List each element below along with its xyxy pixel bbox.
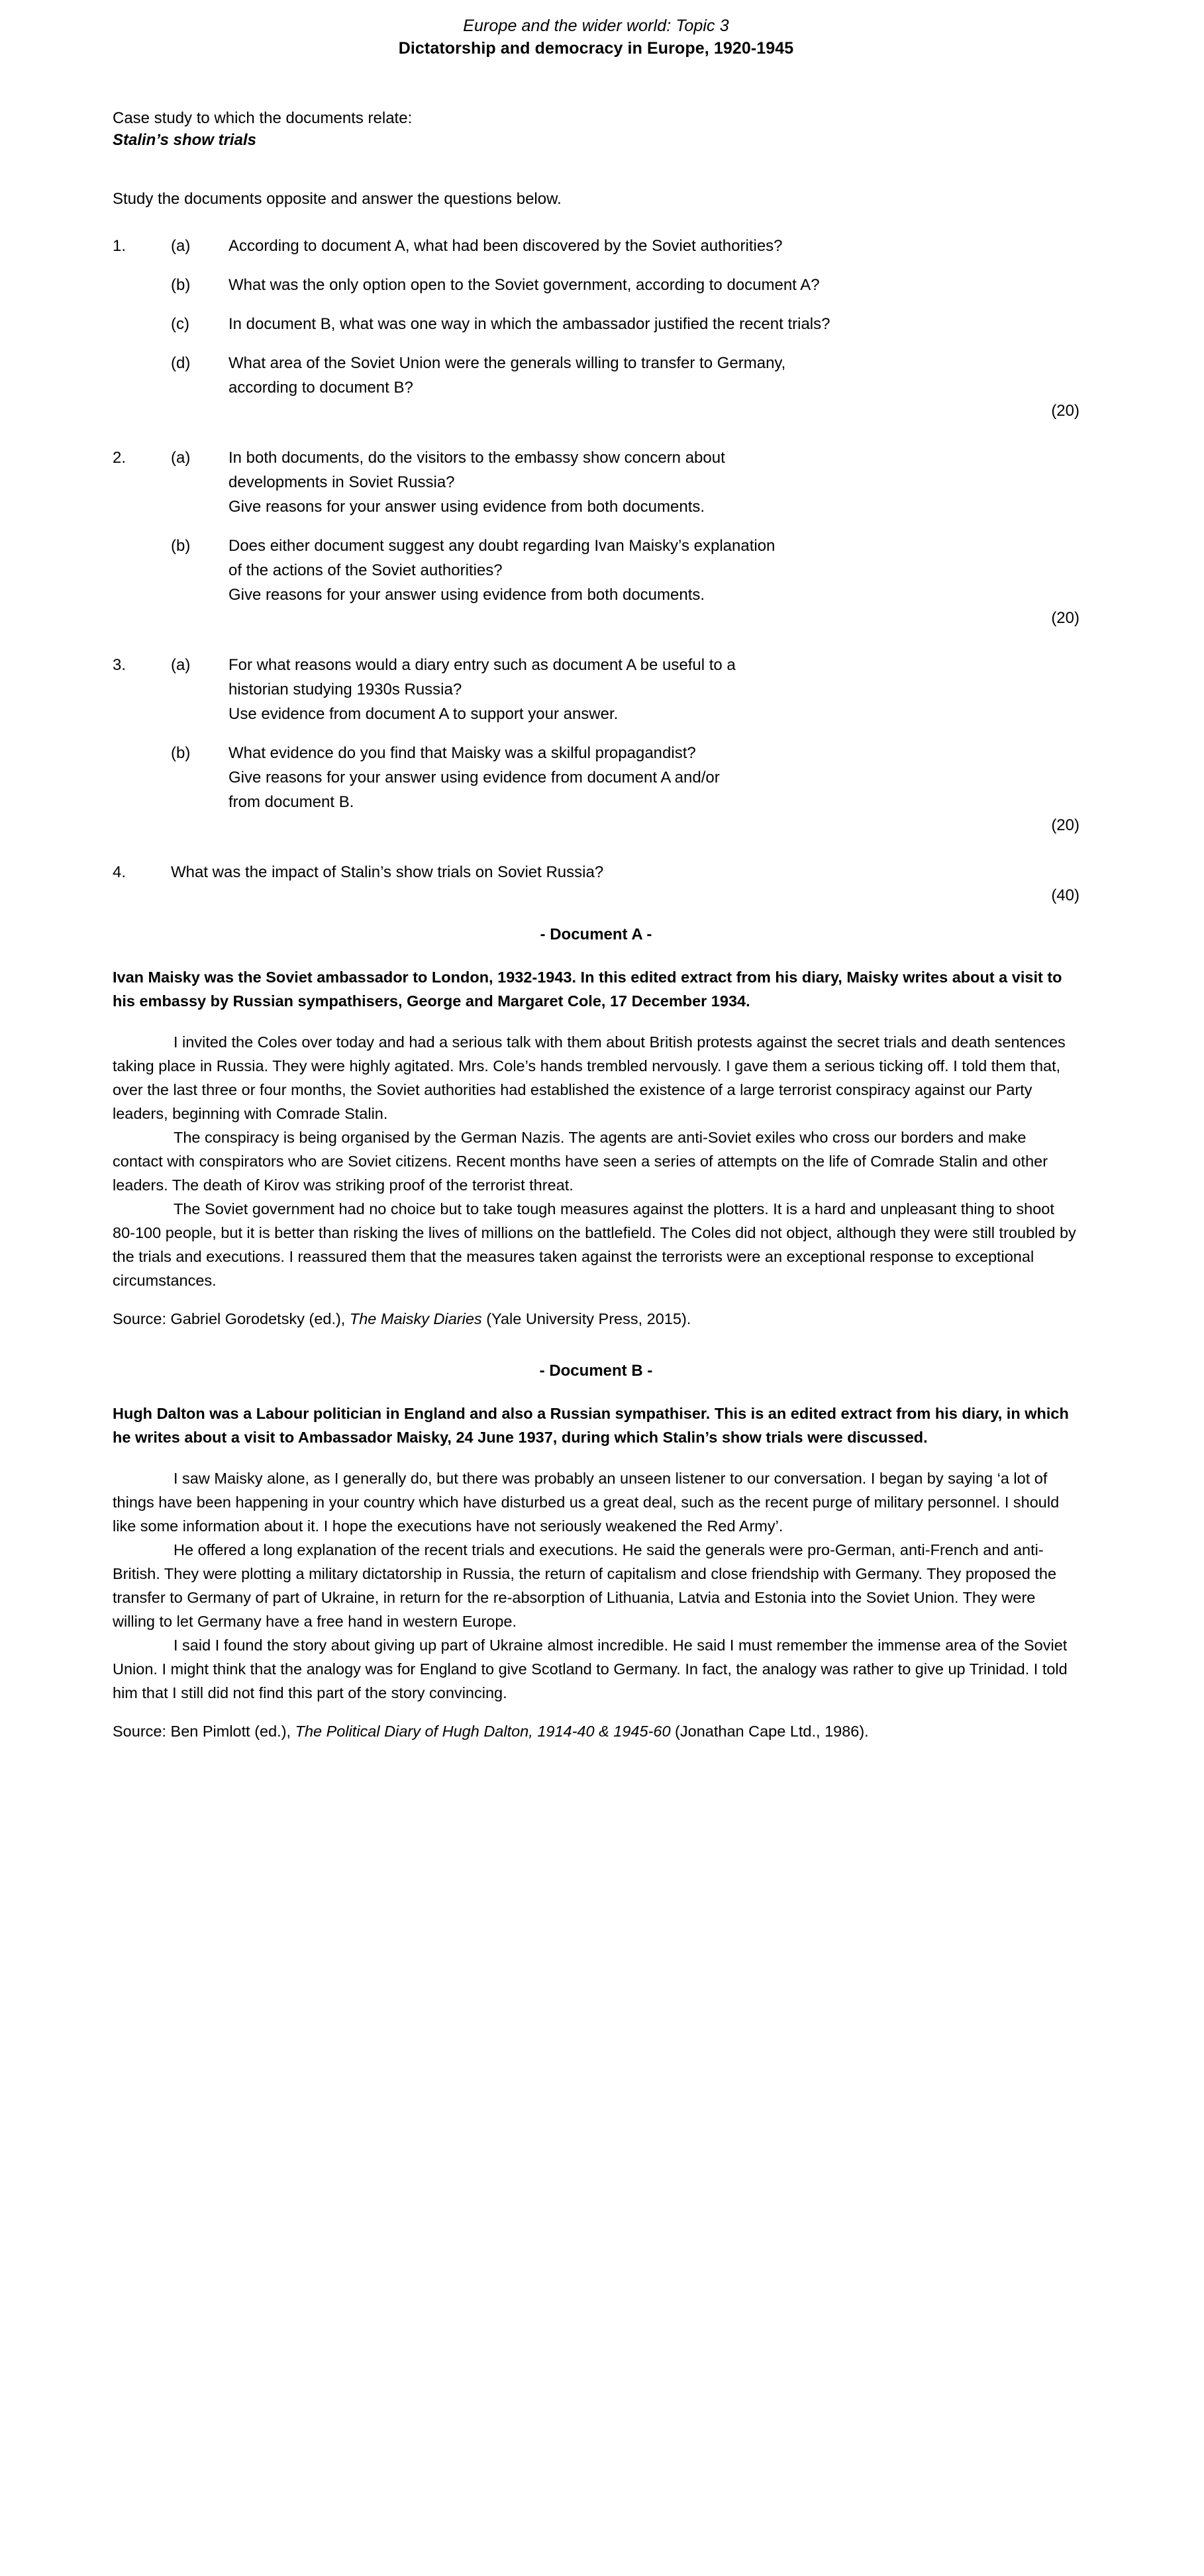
question-text-line: from document B.: [228, 793, 354, 811]
question-marks: (20): [1051, 609, 1079, 627]
question-part-letter: (b): [171, 744, 191, 762]
question-text: [228, 653, 970, 726]
spacer: [113, 297, 1079, 312]
case-study-value: Stalin’s show trials: [113, 131, 256, 149]
question-text-line: of the actions of the Soviet authorities?: [228, 561, 503, 579]
spacer: [113, 422, 1079, 446]
question-text-line: For what reasons would a diary entry such as document A be useful to a: [228, 656, 736, 674]
question-text-line: historian studying 1930s Russia?: [228, 681, 462, 698]
question-text-line: What was the only option open to the Soviet government, according to document A?: [228, 276, 820, 294]
document-b-intro: Hugh Dalton was a Labour politician in England and also a Russian sympathiser. This is an edited extract from his diary, in which he writes about a visit to Ambassador Maisky, 24 June 1937, during which Stalin’s show trials were discussed.: [113, 1405, 1069, 1446]
case-study-label: Case study to which the documents relate:: [113, 109, 413, 127]
question-number: 1.: [113, 237, 126, 255]
question-marks: (20): [1051, 816, 1079, 834]
spacer: [113, 726, 1079, 741]
document-paragraph: I invited the Coles over today and had a serious talk with them about British protests against the secret trials and death sentences taking place in Russia. They were highly agitated. Mrs. Cole’s hands trembled nervously. I gave them a serious ticking off. I told them that, over the last three or four months, the Soviet authorities had established the existence of a large terrorist conspiracy against our Party leaders, beginning with Comrade Stalin.: [113, 1033, 1066, 1122]
document-a-body: [113, 1030, 1079, 1292]
question-part-letter: (b): [171, 276, 191, 294]
page-title: Dictatorship and democracy in Europe, 1920-1945: [398, 39, 794, 58]
question-part-letter: (a): [171, 449, 191, 467]
question-block: [113, 860, 1079, 906]
question-text-line: In both documents, do the visitors to the embassy show concern about: [228, 449, 725, 467]
source-prefix: Source: Ben Pimlott (ed.),: [113, 1723, 295, 1740]
question-text-line: What evidence do you find that Maisky was a skilful propagandist?: [228, 744, 696, 762]
question-text: [228, 534, 970, 607]
question-text-line: According to document A, what had been discovered by the Soviet authorities?: [228, 237, 783, 255]
question-number: 3.: [113, 656, 126, 674]
question-text-line: Use evidence from document A to support your answer.: [228, 705, 619, 723]
question-part: [113, 234, 1079, 258]
question-text: [171, 860, 1019, 884]
document-paragraph: I said I found the story about giving up part of Ukraine almost incredible. He said I must remember the immense area of the Soviet Union. I might think that the analogy was for England to give Scotland to Germany. In fact, the analogy was rather to give up Trinidad. I told him that I still did not find this part of the story convincing.: [113, 1637, 1068, 1701]
document-b-body: [113, 1466, 1079, 1705]
spacer: [113, 519, 1079, 534]
question-block: [113, 653, 1079, 836]
question-text-line: Give reasons for your answer using evidence from both documents.: [228, 586, 705, 604]
question-block: [113, 234, 1079, 422]
document-a-section: [113, 924, 1079, 1331]
question-text-line: according to document B?: [228, 379, 413, 397]
document-paragraph: The conspiracy is being organised by the German Nazis. The agents are anti-Soviet exiles who cross our borders and make contact with conspirators who are Soviet citizens. Recent months have seen a series of attempts on the life of Comrade Stalin and other leaders. The death of Kirov was striking proof of the terrorist threat.: [113, 1129, 1048, 1194]
question-text-line: Give reasons for your answer using evidence from document A and/or: [228, 769, 720, 787]
question-text: [228, 234, 970, 258]
document-a-label: - Document A -: [540, 926, 652, 943]
question-text-line: Does either document suggest any doubt regarding Ivan Maisky’s explanation: [228, 537, 776, 555]
spacer: [113, 629, 1079, 653]
spacer: [113, 336, 1079, 351]
question-text: [228, 312, 970, 336]
page-header: [113, 15, 1079, 60]
case-study-block: [113, 107, 1079, 151]
document-paragraph: He offered a long explanation of the recent trials and executions. He said the generals were pro-German, anti-French and anti-British. They were plotting a military dictatorship in Russia, the return of capitalism and close friendship with Germany. They proposed the transfer to Germany of part of Ukraine, in return for the re-absorption of Lithuania, Latvia and Estonia into the Soviet Union. They were willing to let Germany have a free hand in western Europe.: [113, 1541, 1057, 1630]
document-b-label: - Document B -: [539, 1362, 653, 1380]
question-text-line: developments in Soviet Russia?: [228, 473, 455, 491]
question-part: [113, 653, 1079, 726]
question-part: [113, 273, 1079, 297]
question-text: [228, 351, 970, 400]
question-part: [113, 860, 1079, 884]
question-part: [113, 741, 1079, 814]
question-part: [113, 534, 1079, 607]
question-block: [113, 446, 1079, 629]
document-paragraph: The Soviet government had no choice but to take tough measures against the plotters. It is a hard and unpleasant thing to shoot 80-100 people, but it is better than risking the lives of millions on the battlefield. The Coles did not object, although they were still troubled by the trials and executions. I reassured them that the measures taken against the terrorists were an exceptional response to exceptional circumstances.: [113, 1200, 1076, 1289]
question-number: 4.: [113, 863, 126, 881]
question-part-letter: (c): [171, 315, 189, 333]
source-suffix: (Yale University Press, 2015).: [481, 1310, 691, 1327]
question-text: [228, 446, 970, 519]
spacer: [113, 258, 1079, 273]
question-text-line: What area of the Soviet Union were the generals willing to transfer to Germany,: [228, 354, 786, 372]
document-b-source: [113, 1719, 1079, 1743]
document-a-source: [113, 1307, 1079, 1331]
document-a-intro: Ivan Maisky was the Soviet ambassador to London, 1932-1943. In this edited extract from his diary, Maisky writes about a visit to his embassy by Russian sympathisers, George and Margaret Cole, 17 December 1934.: [113, 969, 1062, 1010]
source-prefix: Source: Gabriel Gorodetsky (ed.),: [113, 1310, 350, 1327]
source-title: The Political Diary of Hugh Dalton, 1914-40 & 1945-60: [295, 1723, 671, 1740]
question-part: [113, 312, 1079, 336]
source-suffix: (Jonathan Cape Ltd., 1986).: [670, 1723, 869, 1740]
question-text-line: What was the impact of Stalin’s show trials on Soviet Russia?: [171, 863, 604, 881]
question-text: [228, 273, 970, 297]
document-b-section: [113, 1360, 1079, 1743]
question-marks: (40): [1051, 886, 1079, 904]
topic-line: Europe and the wider world: Topic 3: [463, 17, 729, 35]
question-part-letter: (b): [171, 537, 191, 555]
question-marks: (20): [1051, 402, 1079, 420]
question-part-letter: (d): [171, 354, 191, 372]
instruction-text: Study the documents opposite and answer the questions below.: [113, 190, 562, 208]
question-part-letter: (a): [171, 237, 191, 255]
question-number: 2.: [113, 449, 126, 467]
question-text-line: Give reasons for your answer using evidence from both documents.: [228, 498, 705, 516]
spacer: [113, 836, 1079, 860]
question-part: [113, 446, 1079, 519]
question-text: [228, 741, 970, 814]
question-part-letter: (a): [171, 656, 191, 674]
document-paragraph: I saw Maisky alone, as I generally do, but there was probably an unseen listener to our conversation. I began by saying ‘a lot of things have been happening in your country which have disturbed us a great deal, such as the recent purge of military personnel. I should like some information about it. I hope the executions have not seriously weakened the Red Army’.: [113, 1470, 1060, 1535]
questions-list: [113, 234, 1079, 906]
question-text-line: In document B, what was one way in which the ambassador justified the recent trials?: [228, 315, 830, 333]
source-title: The Maisky Diaries: [349, 1310, 482, 1327]
question-part: [113, 351, 1079, 400]
